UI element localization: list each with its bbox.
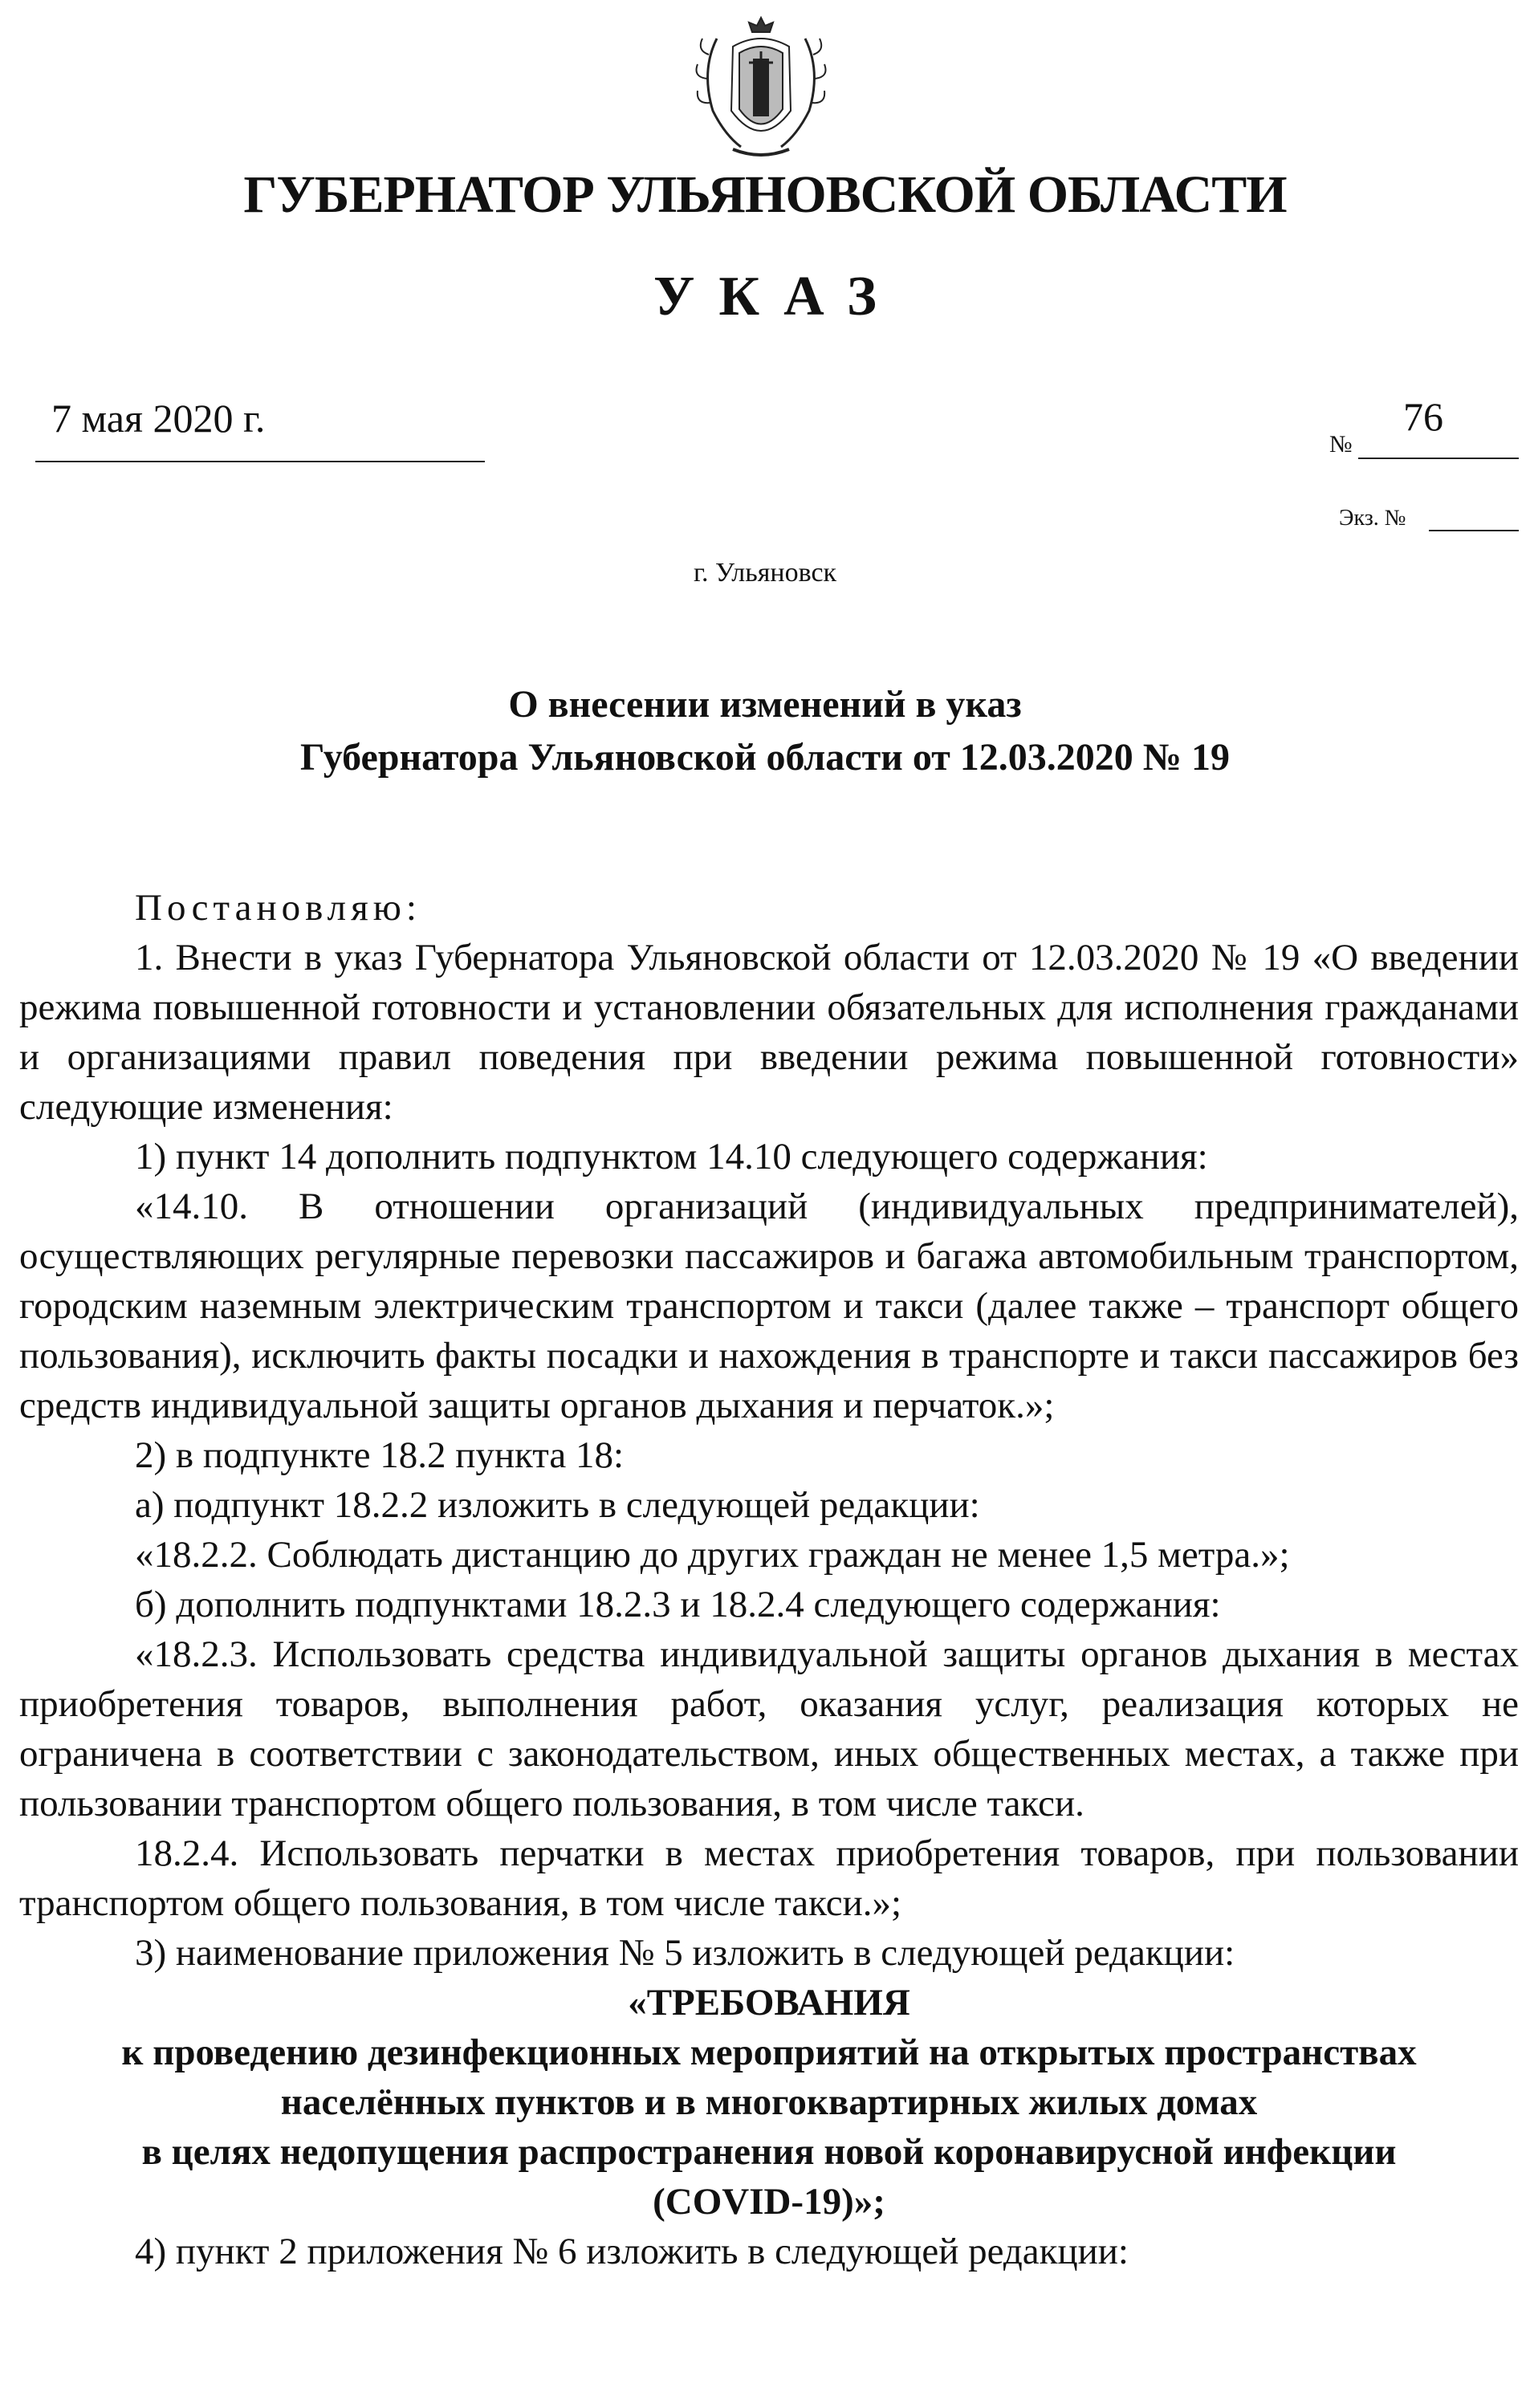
document-title bbox=[0, 678, 1530, 784]
paragraph-3: «14.10. В отношении организаций (индивидуальных предпринимателей), осуществляющих регулярные перевозки пассажиров и багажа автомобильным транспортом, городским наземным электрическим транспортом и такси (далее также – транспорт общего пользования), исключить факты посадки и нахождения в транспорте и такси пассажиров без средств индивидуальной защиты органов дыхания и перчаток.»; bbox=[19, 1186, 1519, 1426]
number-sign: № bbox=[1329, 431, 1353, 458]
requirements-line-2: населённых пунктов и в многоквартирных жилых домах bbox=[280, 2081, 1258, 2123]
paragraph-4: 2) в подпункте 18.2 пункта 18: bbox=[135, 1434, 625, 1476]
title-line-2: Губернатора Ульяновской области от 12.03.2020 № 19 bbox=[300, 736, 1230, 779]
paragraph-9: 18.2.4. Использовать перчатки в местах приобретения товаров, при пользовании транспортом общего пользования, в том числе такси.»; bbox=[19, 1832, 1519, 1924]
requirements-line-3: в целях недопущения распространения новой коронавирусной инфекции bbox=[141, 2131, 1397, 2173]
paragraph-10: 3) наименование приложения № 5 изложить в следующей редакции: bbox=[135, 1932, 1235, 1974]
paragraph-8: «18.2.3. Использовать средства индивидуальной защиты органов дыхания в местах приобретения товаров, выполнения работ, оказания услуг, реализация которых не ограничена в соответствии с законодательством, иных общественных местах, а также при пользовании транспортом общего пользования, в том числе такси. bbox=[19, 1633, 1519, 1824]
document-number: 76 bbox=[1403, 394, 1443, 439]
document-body bbox=[19, 883, 1519, 2276]
issuing-authority: ГУБЕРНАТОР УЛЬЯНОВСКОЙ ОБЛАСТИ bbox=[243, 165, 1287, 224]
paragraph-1: 1. Внести в указ Губернатора Ульяновской области от 12.03.2020 № 19 «О введении режима повышенной готовности и установлении обязательных для исполнения гражданами и организациями правил поведения при введении режима повышенной готовности» следующие изменения: bbox=[19, 937, 1519, 1128]
copy-number-label: Экз. № bbox=[1339, 506, 1406, 531]
title-line-1: О внесении изменений в указ bbox=[508, 683, 1022, 726]
requirements-line-1: к проведению дезинфекционных мероприятий на открытых пространствах bbox=[121, 2032, 1417, 2073]
copy-number-underline bbox=[1429, 530, 1519, 531]
document-date: 7 мая 2020 г. bbox=[51, 396, 266, 441]
date-underline bbox=[35, 461, 485, 462]
number-underline bbox=[1358, 458, 1519, 459]
paragraph-5: а) подпункт 18.2.2 изложить в следующей редакции: bbox=[135, 1484, 980, 1526]
decree-word: Постановляю: bbox=[135, 887, 421, 929]
requirements-line-4: (COVID-19)»; bbox=[653, 2181, 885, 2223]
document-type: УКАЗ bbox=[653, 266, 901, 327]
paragraph-7: б) дополнить подпунктами 18.2.3 и 18.2.4 следующего содержания: bbox=[135, 1584, 1221, 1625]
city: г. Ульяновск bbox=[693, 558, 837, 588]
paragraph-2: 1) пункт 14 дополнить подпунктом 14.10 следующего содержания: bbox=[135, 1136, 1208, 1178]
requirements-title: «ТРЕБОВАНИЯ bbox=[628, 1982, 910, 2024]
paragraph-6: «18.2.2. Соблюдать дистанцию до других граждан не менее 1,5 метра.»; bbox=[135, 1534, 1290, 1576]
paragraph-11: 4) пункт 2 приложения № 6 изложить в следующей редакции: bbox=[135, 2231, 1129, 2272]
coat-of-arms-emblem bbox=[685, 14, 837, 161]
